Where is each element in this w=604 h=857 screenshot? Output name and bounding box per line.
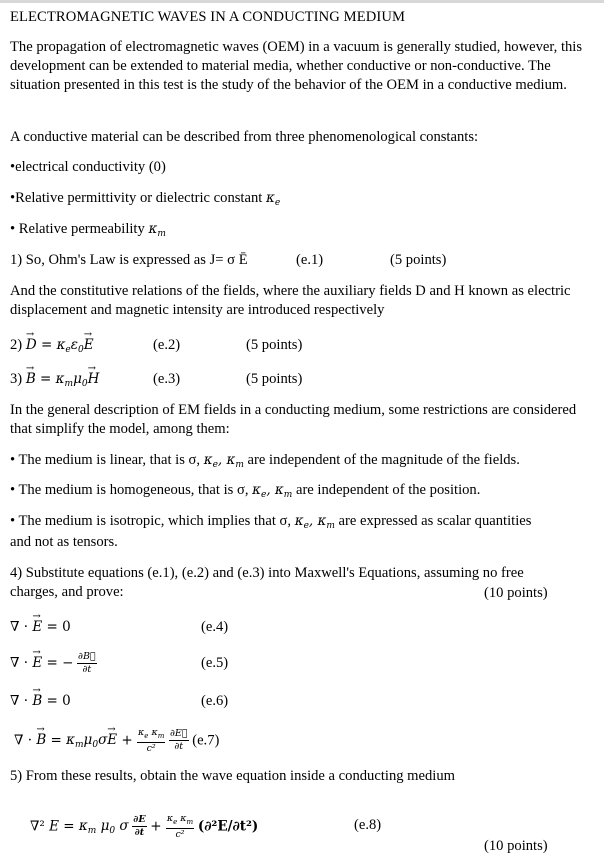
equation-4: ∇ · → E = 0 [10, 618, 71, 637]
bullet-conductivity: •electrical conductivity (0) [10, 159, 166, 175]
item-5-points: (10 points) [484, 838, 548, 854]
restriction-linear: • The medium is linear, that is σ, $\kappa_e$, $\kappa_m$ are independent of the magnitude of the fields. [10, 452, 520, 470]
item-2-ref: (e.2) [153, 337, 181, 353]
top-border [0, 0, 604, 3]
restrictions-intro: In the general description of EM fields in a conducting medium, some restrictions are considered that simplify the model, among them: [10, 402, 577, 437]
item-1-ref: (e.1) [296, 252, 324, 268]
restriction-isotropic-cont: and not as tensors. [10, 534, 118, 550]
intro-paragraph: The propagation of electromagnetic waves (OEM) in a vacuum is generally studied, however, this development can be extended to material media, whether conductive or non-conductive. The situation presented in this test is the study of the behavior of the OEM in a conductive medium. [10, 39, 583, 93]
item-3-ref: (e.3) [153, 371, 181, 387]
item-3-equation: $3) \to B = \kappa_m\mu_0\to H$ [10, 370, 99, 394]
equation-6: ∇ · → B = 0 [10, 692, 71, 711]
item-4-text: 4) Substitute equations (e.1), (e.2) and (e.3) into Maxwell's Equations, assuming no free charges, and prove: [10, 565, 524, 600]
bullet-permeability: • Relative permeability $\kappa_m$ [10, 221, 166, 239]
equation-5-ref: (e.5) [201, 655, 229, 671]
equation-4-ref: (e.4) [201, 619, 229, 635]
restriction-homogeneous: • The medium is homogeneous, that is σ, $\kappa_e$, $\kappa_m$ are independent of the position. [10, 482, 481, 500]
restriction-isotropic: • The medium is isotropic, which implies that σ, $\kappa_e$, $\kappa_m$ are expressed as scalar quantities [10, 513, 532, 531]
equation-6-ref: (e.6) [201, 693, 229, 709]
item-2-points: (5 points) [246, 337, 303, 353]
item-1-points: (5 points) [390, 252, 447, 268]
equation-8-ref: (e.8) [354, 817, 382, 833]
constitutive-intro: And the constitutive relations of the fields, where the auxiliary fields D and H known as electric displacement and magnetic intensity are introduced respectively [10, 283, 571, 318]
bullet-permittivity: •Relative permittivity or dielectric constant $\kappa_e$ [10, 190, 281, 208]
item-4-points: (10 points) [484, 585, 548, 601]
equation-7: ∇ · → $B = \kappa_m\mu_0\sigma\to E$ + $\frac{\kappa_e \kappa_m}{\text{c²}}$ $\frac{\partial E⃗}{\partial t}$ (e.7) [14, 728, 219, 755]
item-2-equation: $2) \to D = \kappa_e\varepsilon_0\to E$ [10, 336, 94, 360]
equation-5: ∇ · → E = − $\frac{\partial B⃗}{\partial t}$ [10, 652, 97, 675]
equation-8: ∇² $E = \kappa_m$ $\mu_0$ σ $\frac{\partial E}{\partial t}$ + $\frac{\kappa_e \kappa_m}{\text{c²}}$ (∂²E/∂t²) [30, 813, 259, 840]
document-title: ELECTROMAGNETIC WAVES IN A CONDUCTING MEDIUM [10, 9, 406, 25]
item-3-points: (5 points) [246, 371, 303, 387]
equation-7-ref: (e.7) [192, 732, 220, 749]
item-5-text: 5) From these results, obtain the wave equation inside a conducting medium [10, 768, 456, 784]
constants-intro: A conductive material can be described from three phenomenological constants: [10, 129, 479, 145]
item-1-ohms-law: 1) So, Ohm's Law is expressed as J= σ Ē [10, 252, 248, 268]
